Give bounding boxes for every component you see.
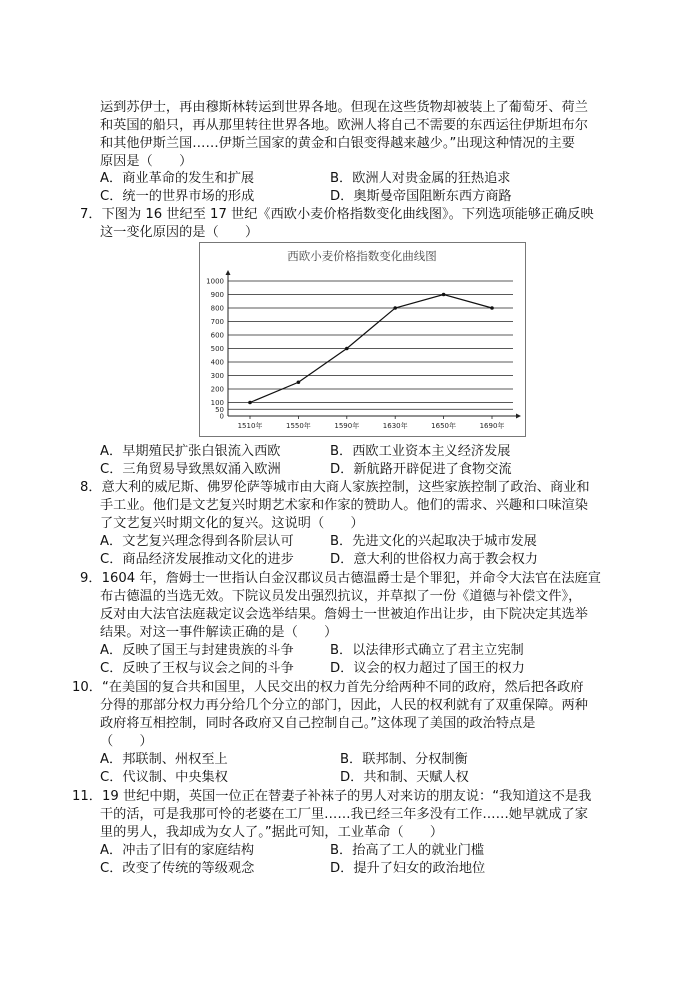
x-tick-label: 1650年 — [431, 422, 457, 430]
q6-text-line: 原因是（ ） — [100, 154, 193, 169]
x-tick-label: 1590年 — [334, 422, 360, 430]
x-tick-label: 1510年 — [237, 422, 263, 430]
q7-option-a[interactable]: A．早期殖民扩张白银流入西欧 — [100, 444, 281, 459]
q6-option-c[interactable]: C．统一的世界市场的形成 — [100, 189, 255, 204]
data-point — [442, 293, 446, 297]
q6-option-b[interactable]: B．欧洲人对贵金属的狂热追求 — [330, 171, 511, 186]
q9-text-line: 9．1604 年，詹姆士一世指认白金汉郡议员古德温爵士是个罪犯，并命令大法官在法庭宣 — [80, 571, 601, 586]
q6-option-d[interactable]: D．奥斯曼帝国阻断东西方商路 — [330, 189, 512, 204]
q11-option-c[interactable]: C．改变了传统的等级观念 — [100, 861, 255, 876]
q9-option-d[interactable]: D．议会的权力超过了国王的权力 — [330, 661, 525, 676]
y-tick-label: 600 — [210, 331, 224, 340]
y-tick-label: 0 — [219, 412, 224, 421]
q8-text-line: 手工业。他们是文艺复兴时期艺术家和作家的赞助人。他们的需求、兴趣和口味渲染 — [100, 498, 588, 513]
q11-text-line: 干的活，可是我那可怜的老婆在工厂里……我已经三年多没有工作……她早就成了家 — [100, 807, 588, 822]
q9-text-line: 反对由大法官法庭裁定议会选举结果。詹姆士一世被迫作出让步，由下院决定其选举 — [100, 607, 588, 622]
wheat-price-chart — [199, 242, 526, 437]
q7-text-line: 这一变化原因的是（ ） — [100, 225, 259, 240]
data-point — [297, 380, 301, 384]
q8-option-b[interactable]: B．先进文化的兴起取决于城市发展 — [330, 534, 537, 549]
q10-text-line: 分得的那部分权力再分给几个分立的部门，因此，人民的权利就有了双重保障。两种 — [100, 698, 588, 713]
q6-text-line: 和英国的船只，再从那里转往世界各地。欧洲人将自己不需要的东西运往伊斯坦布尔 — [100, 118, 588, 133]
x-axis-arrow — [516, 414, 521, 419]
q8-text-line: 了文艺复兴时期文化的复兴。这说明（ ） — [100, 516, 364, 531]
q10-option-c[interactable]: C．代议制、中央集权 — [100, 770, 228, 785]
x-tick-label: 1630年 — [382, 422, 408, 430]
q9-text-line: 结果。对这一事件解读正确的是（ ） — [100, 625, 338, 640]
q7-option-d[interactable]: D．新航路开辟促进了食物交流 — [330, 462, 512, 477]
data-point — [393, 306, 397, 310]
chart-svg — [200, 243, 525, 436]
q11-option-b[interactable]: B．抬高了工人的就业门槛 — [330, 843, 485, 858]
q7-option-b[interactable]: B．西欧工业资本主义经济发展 — [330, 444, 511, 459]
q6-text-line: 和其他伊斯兰国……伊斯兰国家的黄金和白银变得越来越少。”出现这种情况的主要 — [100, 136, 575, 151]
q9-text-line: 布古德温的当选无效。下院议员发出强烈抗议，并草拟了一份《道德与补偿文件》， — [100, 589, 582, 604]
q11-text-line: 里的男人，我却成为女人了。”据此可知，工业革命（ ） — [100, 825, 444, 840]
data-point — [345, 347, 349, 351]
q7-option-c[interactable]: C．三角贸易导致黑奴涌入欧洲 — [100, 462, 281, 477]
q10-text-line: 10．“在美国的复合共和国里，人民交出的权力首先分给两种不同的政府，然后把各政府 — [72, 680, 584, 695]
y-tick-label: 200 — [210, 385, 224, 394]
q7-text-line: 7．下图为 16 世纪至 17 世纪《西欧小麦价格指数变化曲线图》。下列选项能够正确反映 — [80, 207, 594, 222]
q10-option-d[interactable]: D．共和制、天赋人权 — [340, 770, 469, 785]
q8-option-a[interactable]: A．文艺复兴理念得到各阶层认可 — [100, 534, 294, 549]
chart-title: 西欧小麦价格指数变化曲线图 — [287, 249, 437, 263]
q10-option-a[interactable]: A．邦联制、州权至上 — [100, 752, 228, 767]
q10-text-line: （ ） — [100, 734, 153, 749]
data-point — [248, 401, 252, 405]
y-tick-label: 300 — [210, 372, 224, 380]
y-tick-label: 500 — [210, 345, 224, 353]
x-tick-label: 1550年 — [285, 422, 311, 430]
q9-option-a[interactable]: A．反映了国王与封建贵族的斗争 — [100, 643, 294, 658]
q11-option-a[interactable]: A．冲击了旧有的家庭结构 — [100, 843, 255, 858]
y-axis-arrow — [226, 270, 231, 275]
q11-text-line: 11．19 世纪中期，英国一位正在替妻子补袜子的男人对来访的朋友说：“我知道这不是我 — [72, 789, 592, 804]
y-tick-label: 900 — [210, 291, 224, 299]
q8-option-d[interactable]: D．意大利的世俗权力高于教会权力 — [330, 552, 538, 567]
q9-option-b[interactable]: B．以法律形式确立了君主立宪制 — [330, 643, 524, 658]
q11-option-d[interactable]: D．提升了妇女的政治地位 — [330, 861, 486, 876]
q10-text-line: 政府将互相控制，同时各政府又自己控制自己。”这体现了美国的政治特点是 — [100, 716, 536, 731]
q8-option-c[interactable]: C．商品经济发展推动文化的进步 — [100, 552, 294, 567]
y-tick-label: 1000 — [206, 277, 224, 286]
y-tick-label: 100 — [210, 399, 224, 407]
x-tick-label: 1690年 — [479, 422, 505, 430]
q9-option-c[interactable]: C．反映了王权与议会之间的斗争 — [100, 661, 294, 676]
y-tick-label: 400 — [210, 358, 224, 367]
q10-option-b[interactable]: B．联邦制、分权制衡 — [340, 752, 468, 767]
y-tick-label: 700 — [210, 318, 224, 326]
q6-text-line: 运到苏伊士，再由穆斯林转运到世界各地。但现在这些货物却被装上了葡萄牙、荷兰 — [100, 100, 588, 115]
q6-option-a[interactable]: A．商业革命的发生和扩展 — [100, 171, 255, 186]
y-tick-label: 50 — [215, 405, 224, 414]
q8-text-line: 8．意大利的威尼斯、佛罗伦萨等城市由大商人家族控制，这些家族控制了政治、商业和 — [80, 480, 590, 495]
y-tick-label: 800 — [210, 304, 224, 313]
data-point — [490, 306, 494, 310]
